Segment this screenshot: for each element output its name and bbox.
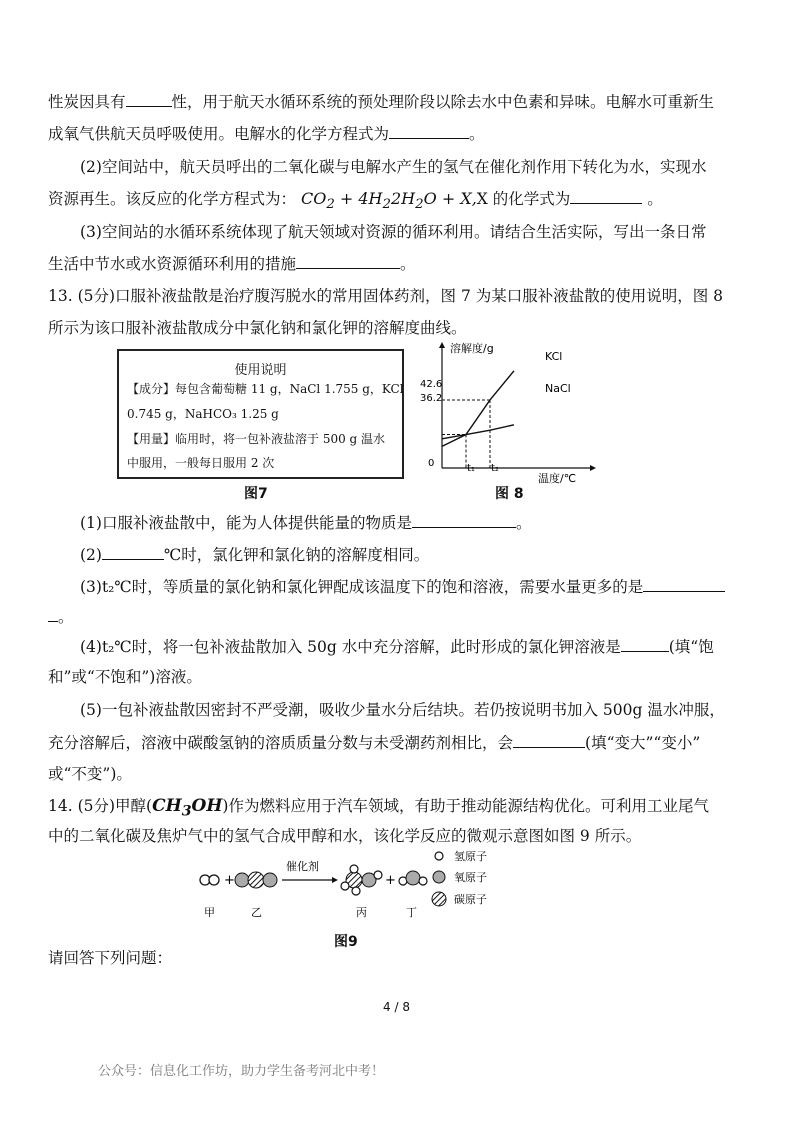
figure-9-caption: 图9 bbox=[334, 934, 358, 950]
answer-blank[interactable] bbox=[48, 607, 58, 622]
figure-7-caption: 图7 bbox=[244, 486, 268, 502]
q13-2 bbox=[80, 545, 753, 565]
origin-label: 0 bbox=[428, 458, 435, 469]
answer-blank[interactable] bbox=[643, 577, 725, 592]
hydrogen-molecule bbox=[200, 875, 219, 885]
methanol-molecule bbox=[341, 865, 382, 895]
plus-sign: + bbox=[385, 873, 396, 888]
text: 。 bbox=[515, 514, 532, 532]
text: (填“饱 bbox=[668, 638, 714, 656]
q13-5 bbox=[80, 700, 753, 720]
box-title: 使用说明 bbox=[234, 363, 287, 378]
y-tick-label: 42.6 bbox=[420, 379, 443, 390]
answer-blank[interactable] bbox=[570, 189, 642, 204]
q13-3 bbox=[80, 577, 753, 597]
box-row: 0.745 g，NaHCO₃ 1.25 g bbox=[127, 407, 279, 421]
q14-line-2 bbox=[48, 826, 753, 846]
label-yi: 乙 bbox=[251, 906, 262, 919]
text: 所示为该口服补液盐散成分中氯化钠和氯化钾的溶解度曲线。 bbox=[48, 319, 467, 337]
q13-3-cont bbox=[48, 607, 753, 627]
legend-oxygen-icon bbox=[433, 871, 445, 883]
eq: 2 bbox=[415, 197, 424, 213]
text: 和”或“不饱和”)溶液。 bbox=[48, 668, 202, 686]
solubility-chart bbox=[420, 340, 600, 485]
q13-line-1 bbox=[48, 286, 753, 306]
answer-blank[interactable] bbox=[296, 254, 400, 269]
chemical-equation bbox=[300, 189, 477, 213]
legend-oxygen: 氧原子 bbox=[454, 871, 487, 884]
text: (5)一包补液盐散因密封不严受潮，吸收少量水分后结块。若仍按说明书加入 500g 温水冲服， bbox=[80, 701, 725, 719]
q13-5-line-2 bbox=[48, 733, 753, 753]
q13-5-line-3 bbox=[48, 764, 753, 784]
text: X 的化学式为 bbox=[476, 190, 571, 208]
formula: OH bbox=[191, 796, 223, 816]
text: (3)t₂℃时，等质量的氯化钠和氯化钾配成该温度下的饱和溶液，需要水量更多的是 bbox=[80, 578, 644, 596]
catalyst-label: 催化剂 bbox=[286, 860, 319, 873]
q13-line-2 bbox=[48, 318, 753, 338]
arrow-head bbox=[332, 877, 338, 883]
q12-3-line-1 bbox=[80, 222, 753, 242]
text: (2) bbox=[80, 546, 102, 564]
q13-4-cont bbox=[48, 667, 753, 687]
text: 生活中节水或水资源循环利用的措施 bbox=[48, 255, 297, 273]
formula: 3 bbox=[181, 803, 192, 820]
answer-blank[interactable] bbox=[102, 545, 164, 560]
text: 。 bbox=[469, 125, 485, 143]
x-axis-label: 温度/℃ bbox=[538, 472, 577, 485]
q12-3-line-2 bbox=[48, 254, 753, 274]
q14-line-1 bbox=[48, 796, 753, 821]
usage-instructions-box bbox=[117, 349, 404, 479]
chart-marks bbox=[442, 371, 514, 468]
answer-blank[interactable] bbox=[412, 513, 516, 528]
eq: 2 bbox=[382, 197, 391, 213]
carbon-dioxide-molecule bbox=[235, 872, 277, 888]
text: (4)t₂℃时，将一包补液盐散加入 50g 水中充分溶解，此时形成的氯化钾溶液是 bbox=[80, 638, 621, 656]
text: 中的二氧化碳及焦炉气中的氢气合成甲醇和水，该化学反应的微观示意图如图 9 所示。 bbox=[48, 827, 642, 845]
legend-carbon: 碳原子 bbox=[454, 893, 487, 906]
legend-hydrogen-icon bbox=[435, 852, 443, 860]
water-molecule bbox=[399, 871, 427, 885]
text: (3)空间站的水循环系统体现了航天领域对资源的循环利用。请结合生活实际，写出一条日常 bbox=[80, 223, 707, 241]
q13-4 bbox=[80, 637, 753, 657]
label-jia: 甲 bbox=[204, 906, 215, 919]
reaction-micro-diagram bbox=[196, 848, 516, 920]
text: 。 bbox=[58, 608, 74, 626]
text: 请回答下列问题： bbox=[48, 949, 173, 967]
text: 资源再生。该反应的化学方程式为： bbox=[48, 190, 297, 208]
text: (填“变大”“变小” bbox=[585, 734, 701, 752]
eq: 2H bbox=[391, 189, 416, 208]
x-tick-label: t₂ bbox=[491, 463, 499, 474]
x-axis-arrow bbox=[590, 465, 596, 471]
box-row: 【成分】每包含葡萄糖 11 g，NaCl 1.755 g，KCl bbox=[127, 382, 404, 396]
legend-hydrogen: 氢原子 bbox=[454, 850, 487, 863]
q12-2-line-1 bbox=[80, 157, 753, 177]
answer-blank[interactable] bbox=[389, 124, 469, 139]
answer-blank[interactable] bbox=[513, 733, 585, 748]
q12-2-line-2 bbox=[48, 189, 753, 215]
text: 性，用于航天水循环系统的预处理阶段以除去水中色素和异味。电解水可重新生 bbox=[171, 93, 715, 111]
text: (1)口服补液盐散中，能为人体提供能量的物质是 bbox=[80, 514, 412, 532]
box-row: 【用量】临用时，将一包补液盐溶于 500 g 温水 bbox=[127, 432, 386, 446]
text: 或“不变”)。 bbox=[48, 765, 132, 783]
label-bing: 丙 bbox=[356, 906, 367, 919]
eq: + 4H bbox=[334, 189, 383, 208]
figure-8-caption: 图 8 bbox=[495, 486, 524, 502]
page-number: 4 / 8 bbox=[383, 1000, 410, 1014]
formula: CH bbox=[152, 796, 182, 816]
plus-sign: + bbox=[224, 873, 235, 888]
eq: O + X, bbox=[423, 189, 477, 208]
answer-blank[interactable] bbox=[621, 637, 669, 652]
intro-line-2 bbox=[48, 124, 753, 144]
watermark: 公众号：信息化工作坊，助力学生备考河北中考！ bbox=[98, 1064, 385, 1079]
legend-kcl: KCl bbox=[545, 350, 563, 363]
legend-carbon-icon bbox=[432, 892, 446, 906]
text: 充分溶解后，溶液中碳酸氢钠的溶质质量分数与未受潮药剂相比，会 bbox=[48, 734, 514, 752]
text: (2)空间站中，航天员呼出的二氧化碳与电解水产生的氢气在催化剂作用下转化为水，实现水 bbox=[80, 158, 707, 176]
q14-prompt bbox=[48, 948, 753, 968]
legend-nacl: NaCl bbox=[545, 382, 571, 395]
y-axis-arrow bbox=[439, 342, 445, 348]
y-axis-label: 溶解度/g bbox=[450, 342, 494, 355]
eq: CO bbox=[300, 189, 327, 208]
text: 13. (5分)口服补液盐散是治疗腹泻脱水的常用固体药剂，图 7 为某口服补液盐散的使用说明，图 8 bbox=[48, 287, 724, 305]
text: 成氧气供航天员呼吸使用。电解水的化学方程式为 bbox=[48, 125, 390, 143]
y-tick-label: 36.2 bbox=[420, 393, 443, 404]
text: )作为燃料应用于汽车领域，有助于推动能源结构优化。可利用工业尾气 bbox=[222, 797, 709, 815]
text: 。 bbox=[647, 190, 663, 208]
text: 14. (5分)甲醇( bbox=[48, 797, 153, 815]
text: 。 bbox=[400, 255, 416, 273]
intro-line-1 bbox=[48, 92, 753, 112]
box-row: 中服用，一般每日服用 2 次 bbox=[127, 456, 275, 470]
text: ℃时，氯化钾和氯化钠的溶解度相同。 bbox=[163, 546, 430, 564]
series-line-nacl bbox=[442, 425, 514, 439]
x-tick-label: t₁ bbox=[467, 463, 475, 474]
methanol-formula bbox=[152, 796, 223, 820]
text: 性炭因具有 bbox=[48, 93, 126, 111]
label-ding: 丁 bbox=[406, 906, 417, 919]
series-line-kcl bbox=[442, 371, 514, 447]
q13-1 bbox=[80, 513, 753, 533]
eq: 2 bbox=[326, 197, 335, 213]
answer-blank[interactable] bbox=[126, 92, 172, 107]
